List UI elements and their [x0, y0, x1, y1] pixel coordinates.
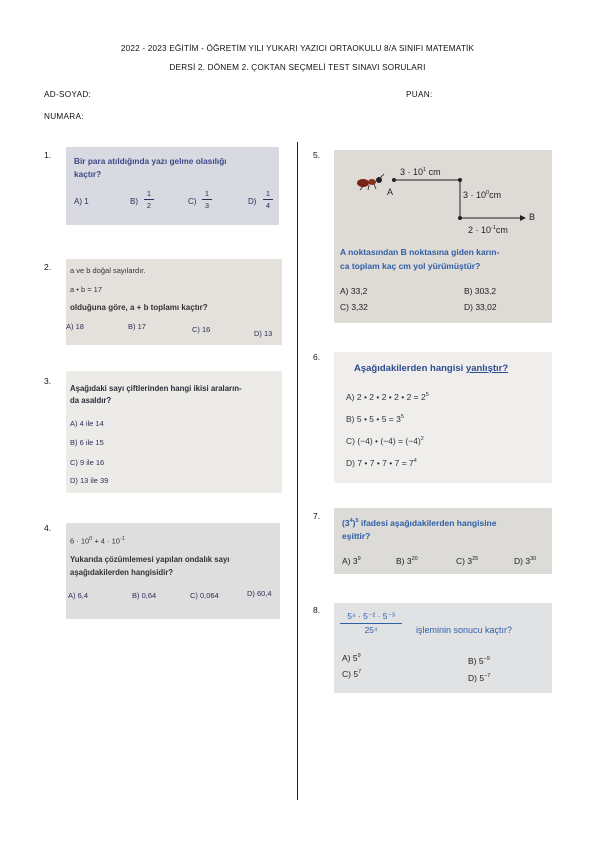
question-2-option-b[interactable]: B) 17 — [128, 322, 146, 331]
question-3-option-b[interactable]: B) 6 ile 15 — [70, 438, 104, 447]
question-4-option-a[interactable]: A) 6,4 — [68, 591, 89, 600]
question-1-option-d[interactable]: D) — [248, 197, 257, 206]
question-1-option-b-fraction: 1 2 — [144, 189, 154, 210]
question-7-text-line1: $(3^4)^5$ ifadesi aşağıdakilerden hangisine — [342, 518, 497, 528]
question-1-option-a[interactable]: A) 1 — [74, 197, 89, 206]
point-b-label: B — [529, 212, 536, 222]
question-5-option-a[interactable]: A) 33,2 — [340, 286, 368, 296]
question-4-option-c[interactable]: C) 0,064 — [190, 591, 219, 600]
question-7-number: 7. — [313, 511, 321, 521]
question-3-option-c[interactable]: C) 9 ile 16 — [70, 458, 105, 467]
segment-2-label: $3 \cdot 10^0cm$ — [463, 190, 502, 200]
exam-title-line1: 2022 - 2023 EĞİTİM - ÖĞRETİM YILI YUKARI YAZICI ORTAOKULU 8/A SINIFI MATEMATİK — [120, 44, 475, 53]
question-4-card — [66, 523, 280, 619]
question-8-text: işleminin sonucu kaçtır? — [416, 625, 513, 635]
question-1-card — [66, 147, 279, 225]
question-1-option-c[interactable]: C) — [188, 197, 197, 206]
question-7-option-c[interactable]: C) $3^{25}$ — [456, 556, 479, 566]
question-7-card — [334, 508, 552, 574]
question-1-option-b[interactable]: B) — [130, 197, 138, 206]
question-1-text-line1: Bir para atıldığında yazı gelme olasılığı — [74, 156, 227, 166]
question-1-text-line2: kaçtır? — [74, 169, 102, 179]
question-2-number: 2. — [44, 262, 52, 272]
segment-1-label: $3 \cdot 10^1$ cm — [400, 167, 441, 177]
question-6-option-d[interactable]: D) 7 • 7 • 7 • $7 = 7^4$ — [346, 458, 417, 468]
question-1-option-c-fraction: 1 3 — [202, 189, 212, 210]
question-8-option-c[interactable]: C) $5^7$ — [342, 669, 362, 679]
number-field-label: NUMARA: — [44, 112, 84, 121]
segment-3-label: $2 \cdot 10^{-1}cm$ — [468, 225, 508, 235]
question-8-option-a[interactable]: A) $5^9$ — [342, 653, 361, 663]
question-3-card — [66, 371, 282, 493]
question-2-option-c[interactable]: C) 16 — [192, 325, 211, 334]
question-8-option-b[interactable]: B) $5^{-9}$ — [468, 656, 490, 666]
score-field-label: PUAN: — [406, 90, 433, 99]
question-3-text-line1: Aşağıdaki sayı çiftlerinden hangi ikisi araların- — [70, 384, 242, 393]
question-7-option-d[interactable]: D) $3^{30}$ — [514, 556, 537, 566]
question-2-text-line1: a ve b doğal sayılardır. — [70, 266, 146, 275]
question-4-number: 4. — [44, 523, 52, 533]
question-3-number: 3. — [44, 376, 52, 386]
question-1-number: 1. — [44, 150, 52, 160]
question-5-text-line1: A noktasından B noktasına giden karın- — [340, 247, 500, 257]
name-field-label: AD-SOYAD: — [44, 90, 92, 99]
question-2-option-d[interactable]: D) 13 — [254, 329, 273, 338]
question-1-option-d-fraction: 1 4 — [263, 189, 273, 210]
question-5-card — [334, 150, 552, 323]
question-4-option-b[interactable]: B) 0,64 — [132, 591, 157, 600]
question-4-expression: $6 \cdot 10^0 + 4 \cdot 10^{-1}$ — [70, 536, 125, 546]
question-3-option-a[interactable]: A) 4 ile 14 — [70, 419, 104, 428]
question-4-text-line1: Yukarıda çözümlemesi yapılan ondalık sayı — [70, 555, 230, 564]
question-6-option-a[interactable]: A) 2 • 2 • 2 • 2 • $2 = 2^5$ — [346, 392, 429, 402]
question-2-text-line2: a • b = 17 — [70, 285, 103, 294]
question-8-card — [334, 603, 552, 693]
ant-path-diagram — [334, 150, 552, 240]
question-2-option-a[interactable]: A) 18 — [66, 322, 84, 331]
question-6-card — [334, 352, 552, 483]
question-3-option-d[interactable]: D) 13 ile 39 — [70, 476, 109, 485]
question-6-option-c[interactable]: C) (−4) • $(-4) = (-4)^2$ — [346, 436, 424, 446]
question-8-number: 8. — [313, 605, 321, 615]
question-7-option-a[interactable]: A) $3^9$ — [342, 556, 361, 566]
question-5-number: 5. — [313, 150, 321, 160]
question-5-text-line2: ca toplam kaç cm yol yürümüştür? — [340, 261, 481, 271]
question-6-title: Aşağıdakilerden hangisi yanlıştır? — [354, 363, 509, 374]
question-6-number: 6. — [313, 352, 321, 362]
ant-icon — [357, 174, 384, 190]
question-4-option-d[interactable]: D) 60,4 — [247, 589, 272, 598]
question-6-option-b[interactable]: B) 5 • 5 • $5 = 3^5$ — [346, 414, 404, 424]
question-8-fraction: 5⁴ · 5⁻² · 5⁻³ 25⁴ — [340, 611, 402, 635]
question-5-option-b[interactable]: B) 303,2 — [464, 286, 497, 296]
question-3-text-line2: da asaldır? — [70, 396, 112, 405]
question-7-option-b[interactable]: B) $3^{20}$ — [396, 556, 418, 566]
question-5-option-c[interactable]: C) 3,32 — [340, 302, 368, 312]
point-a-label: A — [387, 187, 394, 197]
column-divider — [297, 142, 298, 800]
question-8-option-d[interactable]: D) $5^{-7}$ — [468, 673, 491, 683]
question-2-text-line3: olduğuna göre, a + b toplamı kaçtır? — [70, 303, 208, 312]
question-7-text-line2: eşittir? — [342, 531, 371, 541]
question-5-option-d[interactable]: D) 33,02 — [464, 302, 497, 312]
question-4-text-line2: aşağıdakilerden hangisidir? — [70, 568, 174, 577]
question-2-card — [66, 259, 282, 345]
exam-title-line2: DERSİ 2. DÖNEM 2. ÇOKTAN SEÇMELİ TEST SINAVI SORULARI — [169, 63, 426, 72]
